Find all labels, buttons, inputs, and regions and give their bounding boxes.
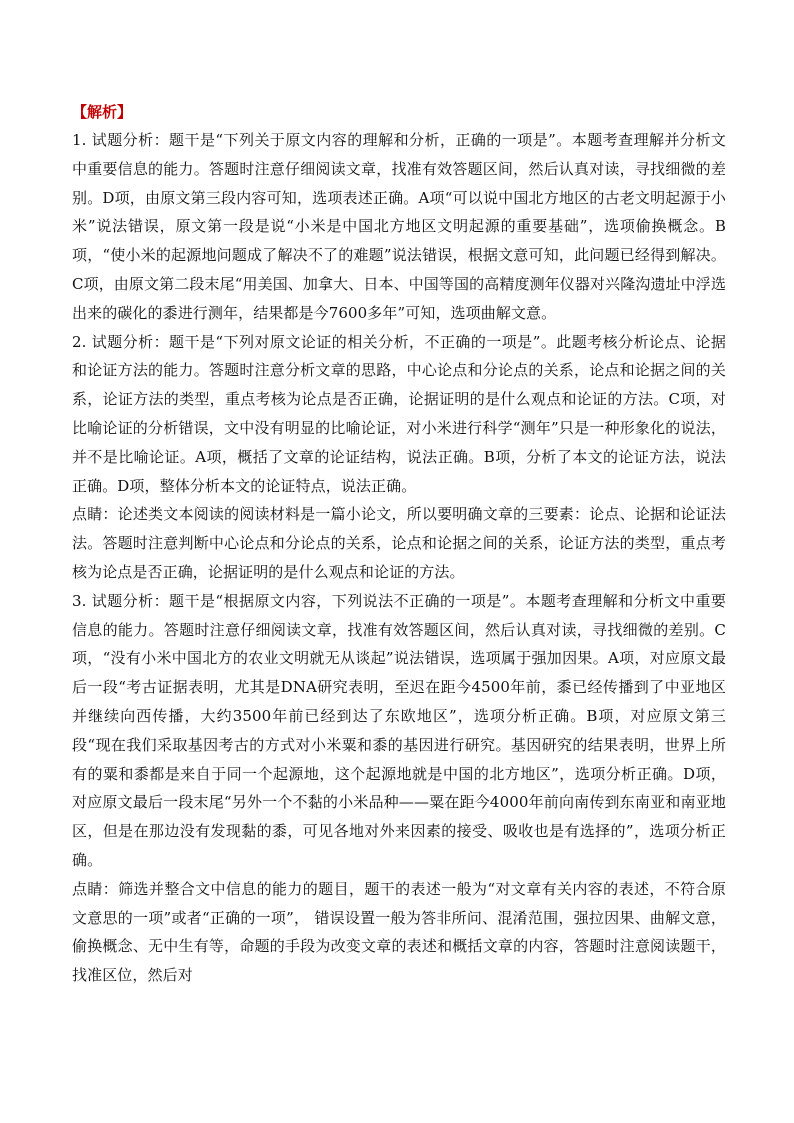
analysis-heading: 【解析】 [72,103,133,121]
analysis-item-2: 2. 试题分析：题干是“下列对原文论证的相关分析，不正确的一项是”。此题考核分析论点、论据和论证方法的能力。答题时注意分析文章的思路，中心论点和分论点的关系，论点和论据之间的关系，论证方法的类型，重点考核为论点是否正确，论据证明的是什么观点和论证的方法。C项，对比喻论证的分析错误，文中没有明显的比喻论证，对小米进行科学“测年”只是一种形象化的说法，并不是比喻论证。A项，概括了文章的论证结构，说法正确。B项，分析了本文的论证方法，说法正确。D项，整体分析本文的论证特点，说法正确。 [72,332,726,495]
analysis-item-1: 1. 试题分析：题干是“下列关于原文内容的理解和分析，正确的一项是”。本题考查理解并分析文中重要信息的能力。答题时注意仔细阅读文章，找准有效答题区间，然后认真对读，寻找细微的差别。D项，由原文第三段内容可知，选项表述正确。A项“可以说中国北方地区的古老文明起源于小米”说法错误，原文第一段是说“小米是中国北方地区文明起源的重要基础”，选项偷换概念。B项，“使小米的起源地问题成了解决不了的难题”说法错误，根据文意可知，此问题已经得到解决。C项，由原文第二段末尾“用美国、加拿大、日本、中国等国的高精度测年仪器对兴隆沟遗址中浮选出来的碳化的黍进行测年，结果都是今7600多年”可知，选项曲解文意。 [72,131,726,322]
key-point-note-2: 点睛：筛选并整合文中信息的能力的题目，题干的表述一般为“对文章有关内容的表述，不符合原文意思的一项”或者“正确的一项”， 错误设置一般为答非所问、混淆范围，强拉因果、曲解文意，偷换概念、无中生有等，命题的手段为改变文章的表述和概括文章的内容，答题时注意阅读题干，找准区位，然后对 [72,879,726,985]
key-point-note-1: 点睛：论述类文本阅读的阅读材料是一篇小论文，所以要明确文章的三要素：论点、论据和论证法法。答题时注意判断中心论点和分论点的关系，论点和论据之间的关系，论证方法的类型，重点考核为论点是否正确，论据证明的是什么观点和论证的方法。 [72,505,726,581]
analysis-item-3: 3. 试题分析：题干是“根据原文内容，下列说法不正确的一项是”。本题考查理解和分析文中重要信息的能力。答题时注意仔细阅读文章，找准有效答题区间，然后认真对读，寻找细微的差别。C项，“没有小米中国北方的农业文明就无从谈起”说法错误，选项属于强加因果。A项，对应原文最后一段“考古证据表明，尤其是DNA研究表明，至迟在距今4500年前，黍已经传播到了中亚地区并继续向西传播，大约3500年前已经到达了东欧地区”，选项分析正确。B项，对应原文第三段“现在我们采取基因考古的方式对小米粟和黍的基因进行研究。基因研究的结果表明，世界上所有的粟和黍都是来自于同一个起源地，这个起源地就是中国的北方地区”，选项分析正确。D项，对应原文最后一段末尾“另外一个不黏的小米品种——粟在距今4000年前向南传到东南亚和南亚地区，但是在那边没有发现黏的黍，可见各地对外来因素的接受、吸收也是有选择的”，选项分析正确。 [72,591,726,869]
